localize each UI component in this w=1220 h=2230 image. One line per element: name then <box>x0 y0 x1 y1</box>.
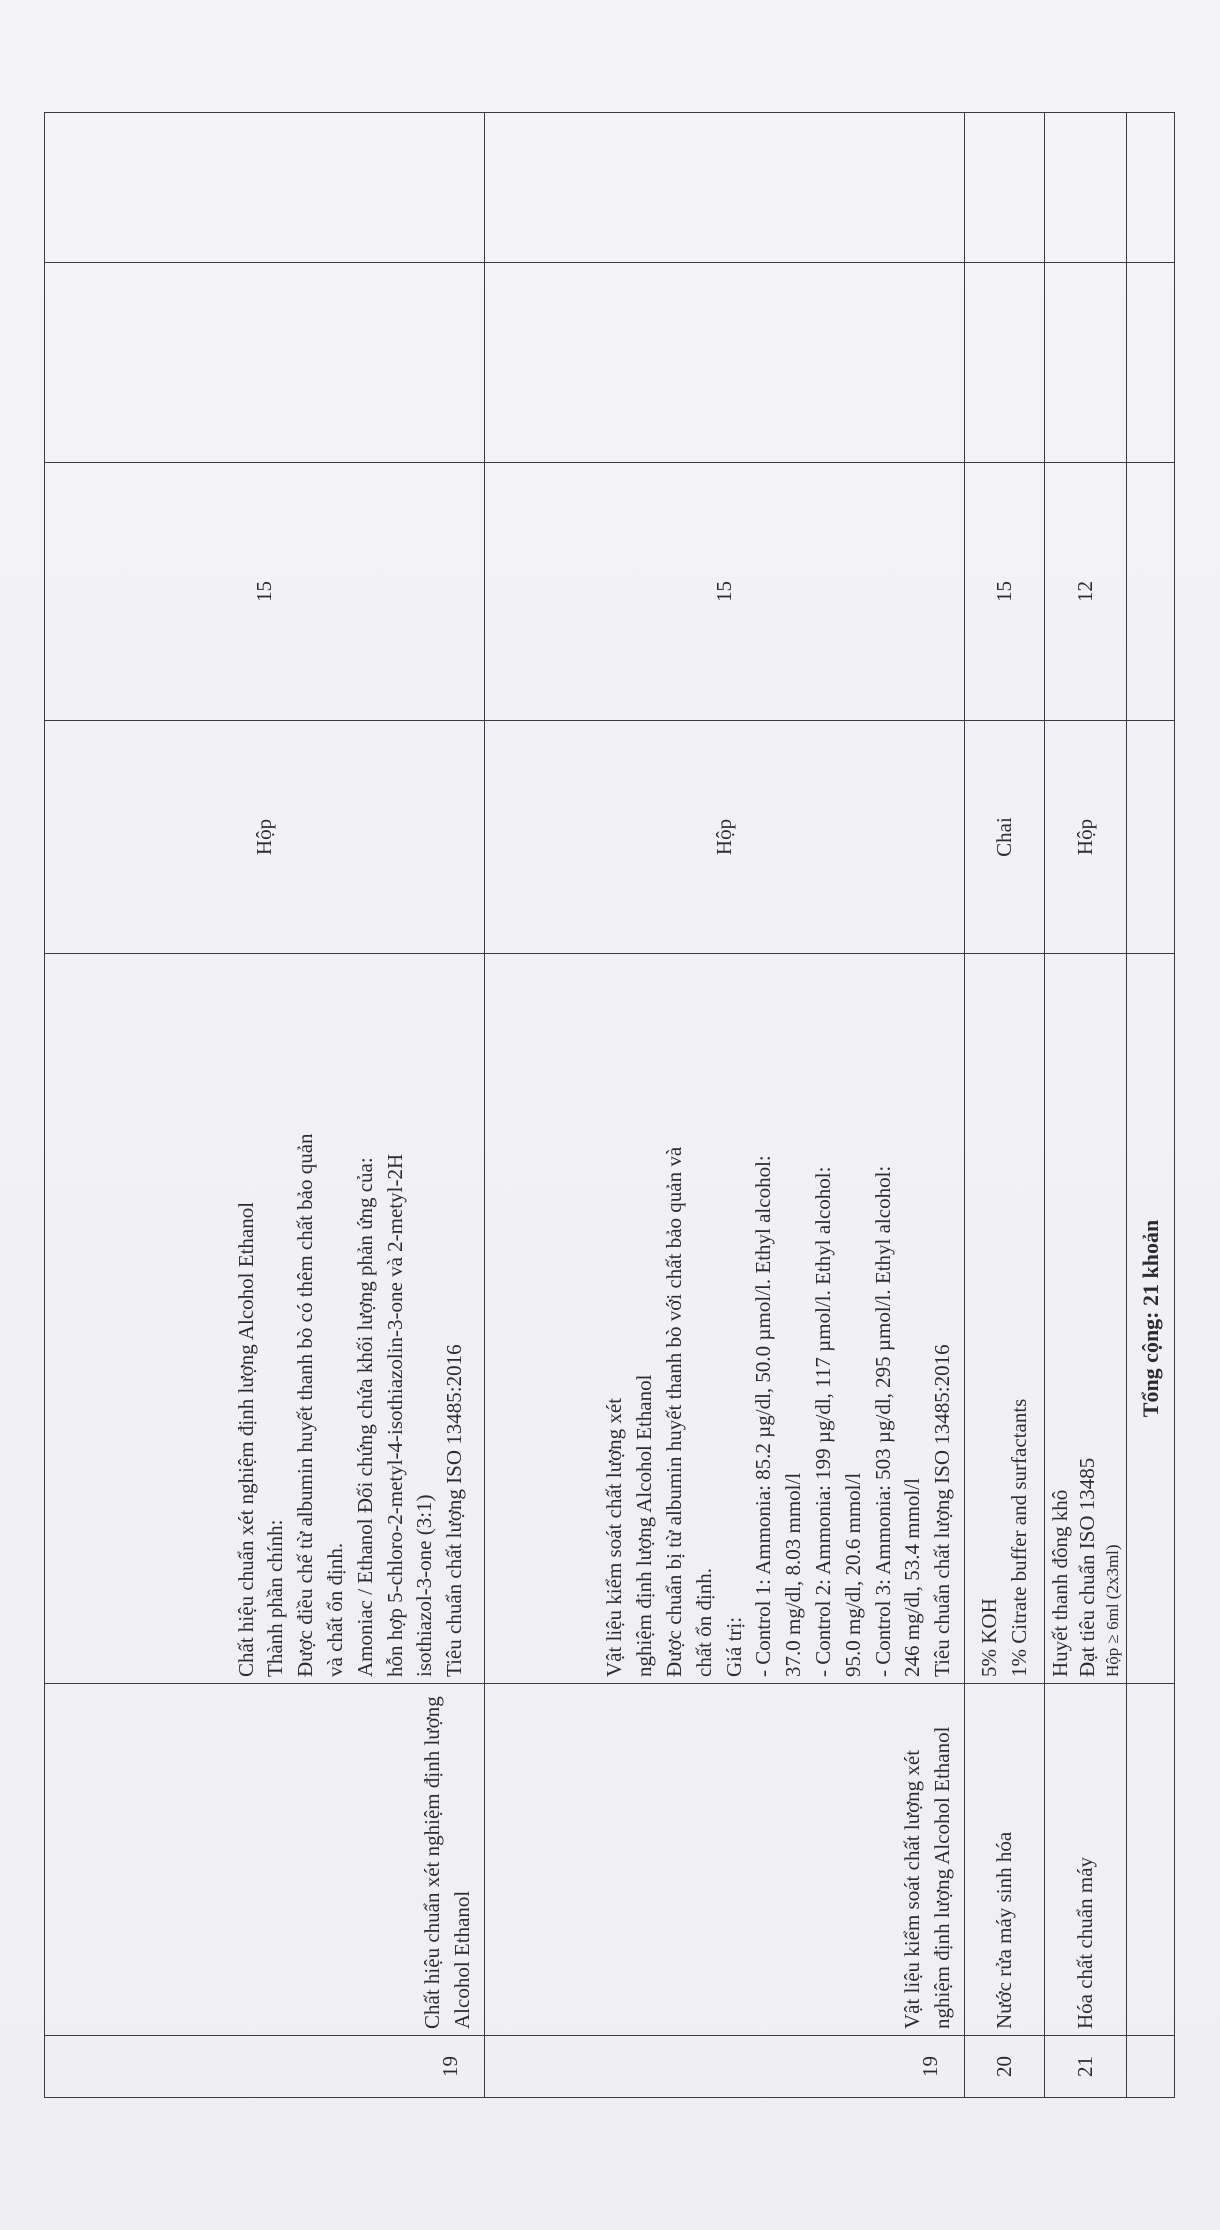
spec-line: nghiệm định lượng Alcohol Ethanol <box>632 1374 657 1677</box>
item-unit: Hộp <box>485 721 965 954</box>
total-empty-cell <box>1127 463 1175 721</box>
total-empty-cell <box>1127 721 1175 954</box>
spec-line: Thành phần chính: <box>263 1519 288 1677</box>
spec-line: Chất hiệu chuẩn xét nghiệm định lượng Alcohol Ethanol <box>233 1201 258 1677</box>
spec-line: - Control 1: Ammonia: 85.2 µg/dl, 50.0 µmol/l. Ethyl alcohol: <box>751 1155 776 1677</box>
total-label: Tổng cộng: 21 khoản <box>1127 954 1175 1684</box>
row-number: 21 <box>1045 2036 1127 2098</box>
item-name: Nước rửa máy sinh hóa <box>965 1684 1045 2036</box>
item-name: Chất hiệu chuẩn xét nghiệm định lượng Alcohol Ethanol <box>45 1684 485 2036</box>
goods-table <box>44 112 1175 2098</box>
spec-line: 5% KOH <box>976 1598 1001 1677</box>
row-number: 19 <box>45 2036 485 2098</box>
item-unit: Hộp <box>1045 721 1127 954</box>
item-spec <box>485 954 965 1684</box>
total-empty-cell <box>1127 1684 1175 2036</box>
table-row <box>965 113 1045 2098</box>
item-extra-cell <box>45 263 485 463</box>
item-unit: Hộp <box>45 721 485 954</box>
spec-line: Giá trị: <box>721 1616 746 1677</box>
item-quantity: 12 <box>1045 463 1127 721</box>
spec-line: Được chuẩn bị từ albumin huyết thanh bò với chất bảo quản và <box>661 1146 686 1677</box>
item-extra-cell <box>1045 263 1127 463</box>
table-row <box>45 113 485 2098</box>
item-extra-cell <box>965 113 1045 263</box>
item-extra-cell <box>485 113 965 263</box>
item-unit: Chai <box>965 721 1045 954</box>
item-quantity: 15 <box>485 463 965 721</box>
item-spec <box>1045 954 1127 1684</box>
total-row <box>1127 113 1175 2098</box>
spec-line: Tiêu chuẩn chất lượng ISO 13485:2016 <box>442 1344 467 1677</box>
item-extra-cell <box>1045 113 1127 263</box>
rotated-table-wrapper <box>44 113 1174 2098</box>
spec-line: Amoniac / Ethanol Đối chứng chứa khối lượng phản ứng của: <box>352 1157 377 1677</box>
spec-line: 37.0 mg/dl, 8.03 mmol/l <box>781 1472 806 1677</box>
spec-line: Đạt tiêu chuẩn ISO 13485 <box>1075 1457 1100 1677</box>
item-spec <box>45 954 485 1684</box>
spec-line: 1% Citrate buffer and surfactants <box>1006 1398 1031 1677</box>
item-name: Vật liệu kiểm soát chất lượng xét nghiệm định lượng Alcohol Ethanol <box>485 1684 965 2036</box>
total-empty-cell <box>1127 2036 1175 2098</box>
spec-line: Huyết thanh đông khô <box>1048 1489 1072 1677</box>
table-row <box>1045 113 1127 2098</box>
table-row <box>485 113 965 2098</box>
total-empty-cell <box>1127 263 1175 463</box>
spec-line: và chất ổn định. <box>322 1542 347 1677</box>
spec-line: - Control 2: Ammonia: 199 µg/dl, 117 µmol/l. Ethyl alcohol: <box>810 1166 835 1677</box>
item-extra-cell <box>45 113 485 263</box>
row-number: 19 <box>485 2036 965 2098</box>
item-quantity: 15 <box>45 463 485 721</box>
row-number: 20 <box>965 2036 1045 2098</box>
spec-line: Tiêu chuẩn chất lượng ISO 13485:2016 <box>930 1344 955 1677</box>
spec-line: 246 mg/dl, 53.4 mmol/l <box>900 1478 925 1677</box>
total-empty-cell <box>1127 113 1175 263</box>
item-extra-cell <box>965 263 1045 463</box>
spec-line: Vật liệu kiểm soát chất lượng xét <box>602 1397 627 1677</box>
spec-line: Hộp ≥ 6ml (2x3ml) <box>1102 1544 1122 1677</box>
spec-line: - Control 3: Ammonia: 503 µg/dl, 295 µmol/l. Ethyl alcohol: <box>870 1165 895 1677</box>
spec-line: hỗn hợp 5-chloro-2-metyl-4-isothiazolin-3-one và 2-metyl-2H <box>382 1153 407 1677</box>
spec-line: Được điều chế từ albumin huyết thanh bò có thêm chất bảo quản <box>293 1133 318 1677</box>
spec-line: 95.0 mg/dl, 20.6 mmol/l <box>840 1472 865 1677</box>
item-spec <box>965 954 1045 1684</box>
item-name: Hóa chất chuẩn máy <box>1045 1684 1127 2036</box>
spec-line: chất ổn định. <box>691 1567 716 1677</box>
spec-line: isothiazol-3-one (3:1) <box>412 1494 437 1677</box>
item-quantity: 15 <box>965 463 1045 721</box>
item-extra-cell <box>485 263 965 463</box>
